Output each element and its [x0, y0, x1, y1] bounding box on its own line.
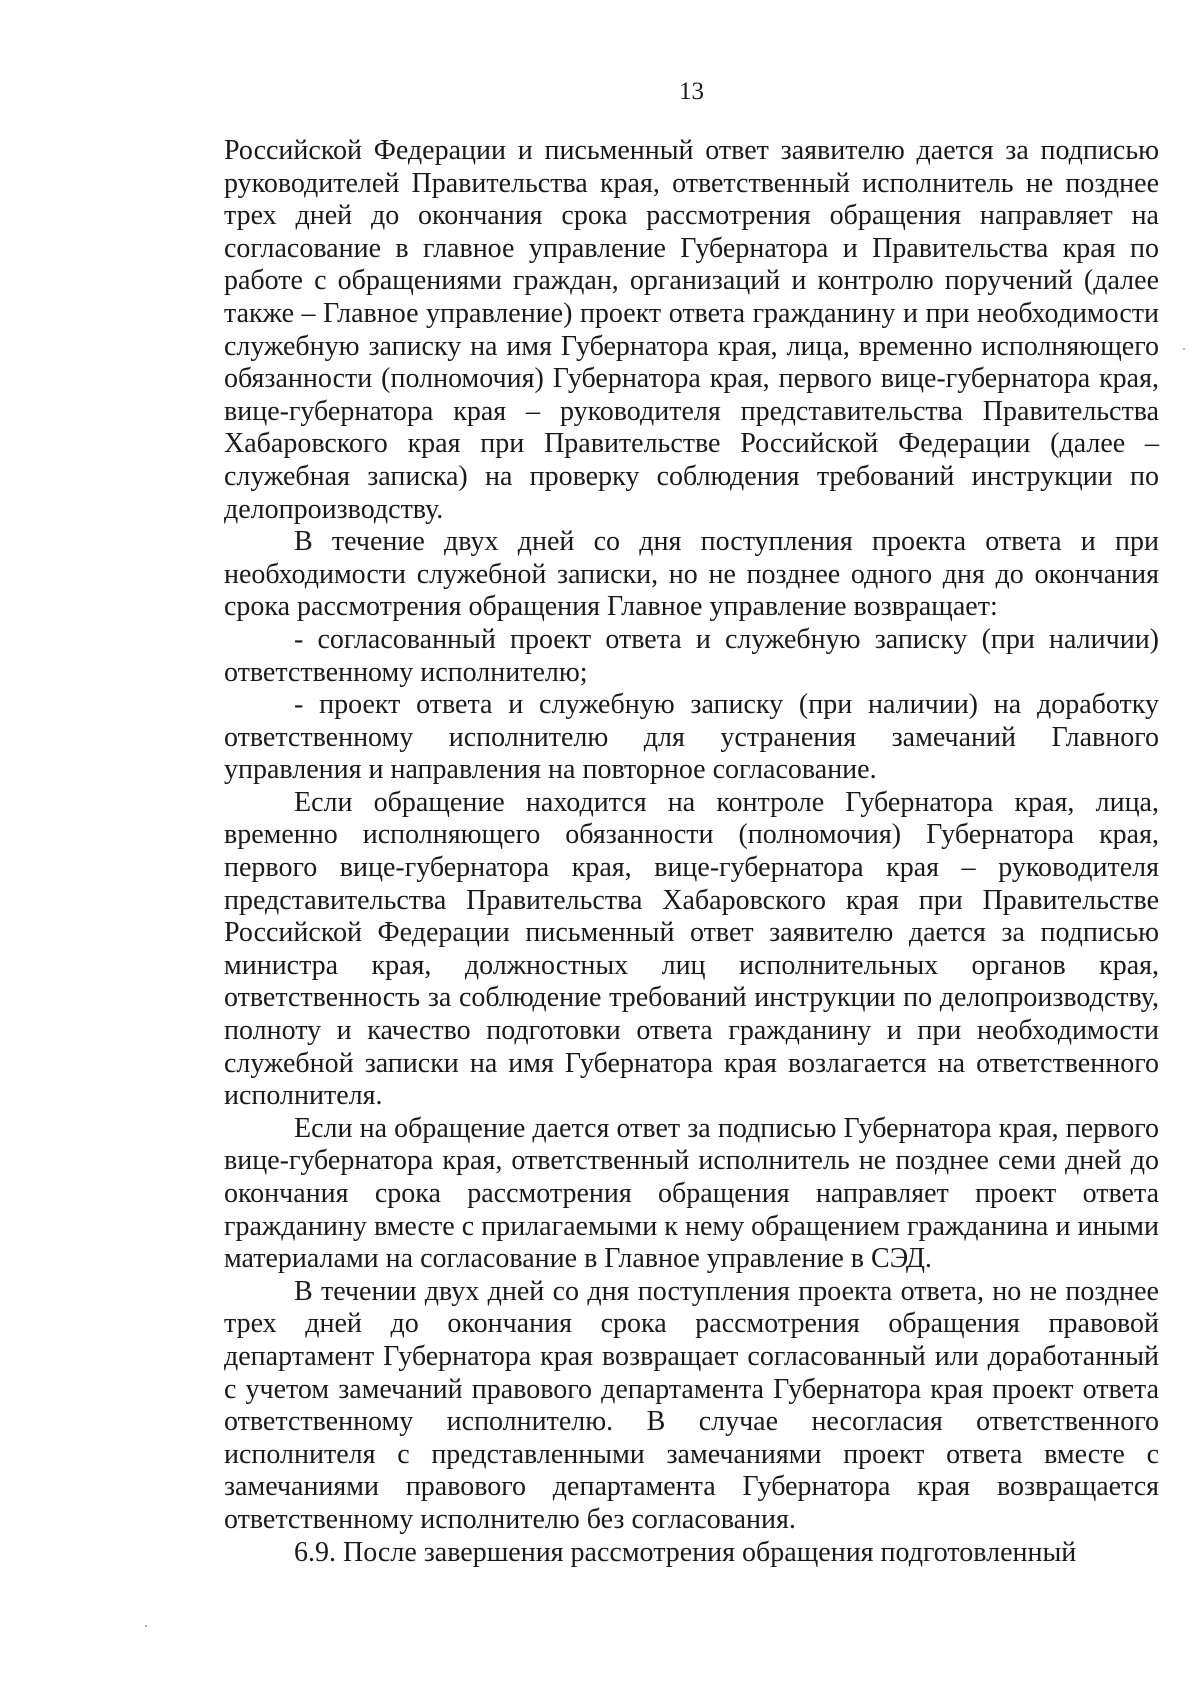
paragraph-section-6-9: 6.9. После завершения рассмотрения обращения подготовленный: [294, 1536, 1077, 1568]
paragraph-continuation: Российской Федерации и письменный ответ заявителю дается за подписью руководителей Правительства края, ответственный исполнитель не позднее трех дней до окончания срока рассмотрения обращения направляет на согласование в главное управление Губернатора и Правительства края по работе с обращениями граждан, организаций и контролю поручений (далее также – Главное управление) проект ответа гражданину и при необходимости служебную записку на имя Губернатора края, лица, временно исполняющего обязанности (полномочия) Губернатора края, первого вице-губернатора края, вице-губернатора края – руководителя представительства Правительства Хабаровского края при Правительстве Российской Федерации (далее – служебная записка) на проверку соблюдения требований инструкции по делопроизводству.: [224, 135, 1159, 525]
paragraph: В течение двух дней со дня поступления проекта ответа и при необходимости служебной записки, но не позднее одного дня до окончания срока рассмотрения обращения Главное управление возвращает:: [224, 526, 1159, 623]
list-item: - согласованный проект ответа и служебную записку (при наличии) ответственному исполнителю;: [224, 623, 1159, 688]
paragraph: В течении двух дней со дня поступления проекта ответа, но не позднее трех дней до окончания срока рассмотрения обращения правовой департамент Губернатора края возвращает согласованный или доработанный с учетом замечаний правового департамента Губернатора края проект ответа ответственному исполнителю. В случае несогласия ответственного исполнителя с представленными замечаниями проект ответа вместе с замечаниями правового департамента Губернатора края возвращается ответственному исполнителю без согласования.: [224, 1275, 1159, 1535]
scan-speck: [1183, 348, 1185, 350]
list-item: - проект ответа и служебную записку (при наличии) на доработку ответственному исполнителю для устранения замечаний Главного управления и направления на повторное согласование.: [224, 689, 1159, 786]
paragraph: Если на обращение дается ответ за подписью Губернатора края, первого вице-губернатора края, ответственный исполнитель не позднее семи дней до окончания срока рассмотрения обращения направляет проект ответа гражданину вместе с прилагаемыми к нему обращением гражданина и иными материалами на согласование в Главное управление в СЭД.: [224, 1112, 1159, 1275]
page-number: 13: [679, 78, 704, 105]
paragraph: Если обращение находится на контроле Губернатора края, лица, временно исполняющего обязанности (полномочия) Губернатора края, первого вице-губернатора края, вице-губернатора края – руководителя представительства Правительства Хабаровского края при Правительстве Российской Федерации письменный ответ заявителю дается за подписью министра края, должностных лиц исполнительных органов края, ответственность за соблюдение требований инструкции по делопроизводству, полноту и качество подготовки ответа гражданину и при необходимости служебной записки на имя Губернатора края возлагается на ответственного исполнителя.: [224, 786, 1159, 1112]
scan-speck: [145, 1625, 147, 1627]
document-body: [224, 135, 1159, 1569]
